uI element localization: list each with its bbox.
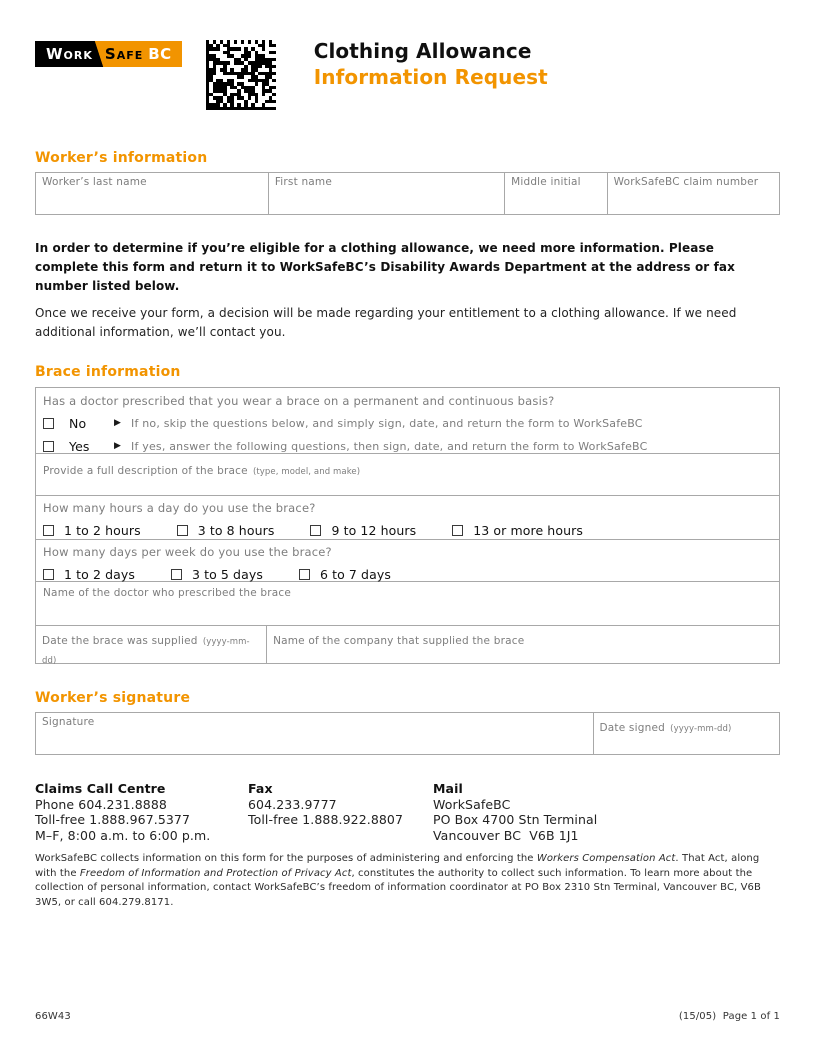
hours-13plus-checkbox[interactable] bbox=[452, 525, 463, 536]
days-question-row bbox=[36, 539, 779, 581]
signature-table bbox=[35, 712, 780, 755]
date-supplied-hint: (yyyy-mm-dd) bbox=[42, 637, 250, 666]
brace-description-hint: (type, model, and make) bbox=[252, 467, 361, 477]
hours-3to8-label: 3 to 8 hours bbox=[197, 523, 275, 538]
date-supplied-field[interactable] bbox=[36, 626, 267, 666]
claims-phone: Phone 604.231.8888 bbox=[35, 796, 167, 812]
days-option-2 bbox=[171, 567, 263, 582]
mail-name: WorkSafeBC bbox=[433, 796, 511, 812]
mail-column bbox=[433, 781, 780, 843]
hours-3to8-checkbox[interactable] bbox=[177, 525, 188, 536]
claim-number-field[interactable] bbox=[607, 173, 779, 214]
fax-column bbox=[248, 781, 433, 843]
logo-bc-text: BC bbox=[148, 45, 172, 63]
days-options bbox=[43, 567, 772, 582]
worker-signature-heading: Worker’s signature bbox=[35, 690, 191, 706]
data-matrix-barcode-icon bbox=[206, 40, 276, 110]
mail-pobox: PO Box 4700 Stn Terminal bbox=[433, 812, 598, 827]
doctor-name-label: Name of the doctor who prescribed the brace bbox=[43, 587, 292, 599]
intro-bold-paragraph: In order to determine if you’re eligible for a clothing allowance, we need more information. Please complete this form and return it to WorkSafeBC’s Disability Awards Department at the address or fax number listed below. bbox=[35, 241, 735, 293]
date-signed-label: Date signed bbox=[599, 722, 665, 734]
brace-information-heading: Brace information bbox=[35, 364, 181, 380]
claims-hours: M–F, 8:00 a.m. to 6:00 p.m. bbox=[35, 827, 211, 843]
mail-city: Vancouver BC V6B 1J1 bbox=[433, 827, 579, 843]
form-title-block bbox=[314, 38, 548, 90]
hours-9to12-checkbox[interactable] bbox=[310, 525, 321, 536]
logo-safe-segment bbox=[104, 41, 182, 67]
first-name-field[interactable] bbox=[268, 173, 504, 214]
brace-question1-row bbox=[36, 388, 779, 453]
fax-number: 604.233.9777 bbox=[248, 796, 337, 812]
no-option-row bbox=[43, 416, 772, 431]
hours-9to12-label: 9 to 12 hours bbox=[331, 523, 417, 538]
days-6to7-checkbox[interactable] bbox=[299, 569, 310, 580]
date-signed-hint: (yyyy-mm-dd) bbox=[670, 724, 732, 734]
middle-initial-label: Middle initial bbox=[511, 176, 581, 188]
last-name-label: Worker’s last name bbox=[42, 176, 147, 188]
fax-tollfree: Toll-free 1.888.922.8807 bbox=[248, 812, 404, 827]
brace-description-label: Provide a full description of the brace bbox=[43, 465, 248, 477]
arrow-right-icon: ▶ bbox=[114, 441, 122, 451]
no-checkbox[interactable] bbox=[43, 418, 54, 429]
hours-question: How many hours a day do you use the brace? bbox=[43, 501, 316, 515]
doctor-name-field[interactable] bbox=[36, 581, 779, 625]
hours-options bbox=[43, 523, 772, 538]
hours-question-row bbox=[36, 495, 779, 539]
yes-note: If yes, answer the following questions, then sign, date, and return the form to WorkSafeBC bbox=[131, 440, 648, 453]
no-note: If no, skip the questions below, and simply sign, date, and return the form to WorkSafeBC bbox=[131, 417, 643, 430]
signature-field[interactable] bbox=[36, 713, 593, 754]
claims-call-centre-column bbox=[35, 781, 248, 843]
masthead bbox=[35, 40, 780, 110]
brace-information-box bbox=[35, 387, 780, 664]
claims-heading: Claims Call Centre bbox=[35, 781, 166, 796]
page-footer bbox=[35, 1011, 780, 1022]
logo-work-segment: Work bbox=[35, 41, 94, 67]
date-signed-field[interactable] bbox=[593, 713, 779, 754]
mail-heading: Mail bbox=[433, 781, 463, 796]
hours-option-1 bbox=[43, 523, 141, 538]
hours-13plus-label: 13 or more hours bbox=[473, 523, 583, 538]
days-option-1 bbox=[43, 567, 135, 582]
yes-checkbox[interactable] bbox=[43, 441, 54, 452]
claim-number-label: WorkSafeBC claim number bbox=[613, 176, 759, 188]
logo-slant-divider bbox=[94, 41, 104, 67]
form-title-line2: Information Request bbox=[313, 65, 548, 89]
supplied-row bbox=[36, 625, 779, 666]
intro-paragraph: Once we receive your form, a decision will be made regarding your entitlement to a clothing allowance. If we need additional information, we’ll contact you. bbox=[35, 306, 737, 339]
yes-label: Yes bbox=[69, 439, 90, 454]
company-name-field[interactable] bbox=[267, 626, 779, 663]
days-option-3 bbox=[299, 567, 391, 582]
worker-information-heading: Worker’s information bbox=[35, 150, 208, 166]
arrow-right-icon: ▶ bbox=[114, 418, 122, 428]
days-3to5-checkbox[interactable] bbox=[171, 569, 182, 580]
middle-initial-field[interactable] bbox=[504, 173, 607, 214]
company-name-label: Name of the company that supplied the brace bbox=[273, 635, 525, 647]
days-question: How many days per week do you use the brace? bbox=[43, 545, 332, 559]
hours-option-4 bbox=[452, 523, 583, 538]
claims-tollfree: Toll-free 1.888.967.5377 bbox=[35, 812, 191, 827]
worksafebc-logo bbox=[35, 41, 182, 67]
worker-information-table bbox=[35, 172, 780, 215]
hours-1to2-checkbox[interactable] bbox=[43, 525, 54, 536]
hours-option-3 bbox=[310, 523, 416, 538]
brace-question1: Has a doctor prescribed that you wear a brace on a permanent and continuous basis? bbox=[43, 394, 555, 408]
logo-safe-text: Safe bbox=[104, 45, 144, 63]
contact-block bbox=[35, 781, 780, 843]
yes-option-row bbox=[43, 439, 772, 454]
date-supplied-label: Date the brace was supplied bbox=[42, 635, 198, 647]
days-1to2-checkbox[interactable] bbox=[43, 569, 54, 580]
days-1to2-label: 1 to 2 days bbox=[64, 567, 135, 582]
brace-description-field[interactable] bbox=[36, 453, 779, 495]
form-number: 66W43 bbox=[35, 1011, 71, 1022]
days-6to7-label: 6 to 7 days bbox=[319, 567, 391, 582]
no-label: No bbox=[69, 416, 87, 431]
last-name-field[interactable] bbox=[36, 173, 268, 214]
footer-revision-page: (15/05) Page 1 of 1 bbox=[678, 1011, 780, 1022]
privacy-fine-print: WorkSafeBC collects information on this form for the purposes of administering and enforcing the Workers Compensation Act. That Act, along with the Freedom of Information and Protection of Privacy Act, constitutes the authority to collect such information. To learn more about the collection of personal information, contact WorkSafeBC’s freedom of information coordinator at PO Box 2310 Stn Terminal, Vancouver BC, V6B 3W5, or call 604.279.8171. bbox=[35, 853, 761, 908]
first-name-label: First name bbox=[274, 176, 333, 188]
fax-heading: Fax bbox=[248, 781, 273, 796]
form-page bbox=[35, 40, 780, 910]
form-title-line1: Clothing Allowance bbox=[313, 39, 532, 63]
signature-label: Signature bbox=[42, 716, 95, 728]
hours-option-2 bbox=[177, 523, 275, 538]
days-3to5-label: 3 to 5 days bbox=[191, 567, 263, 582]
hours-1to2-label: 1 to 2 hours bbox=[64, 523, 141, 538]
